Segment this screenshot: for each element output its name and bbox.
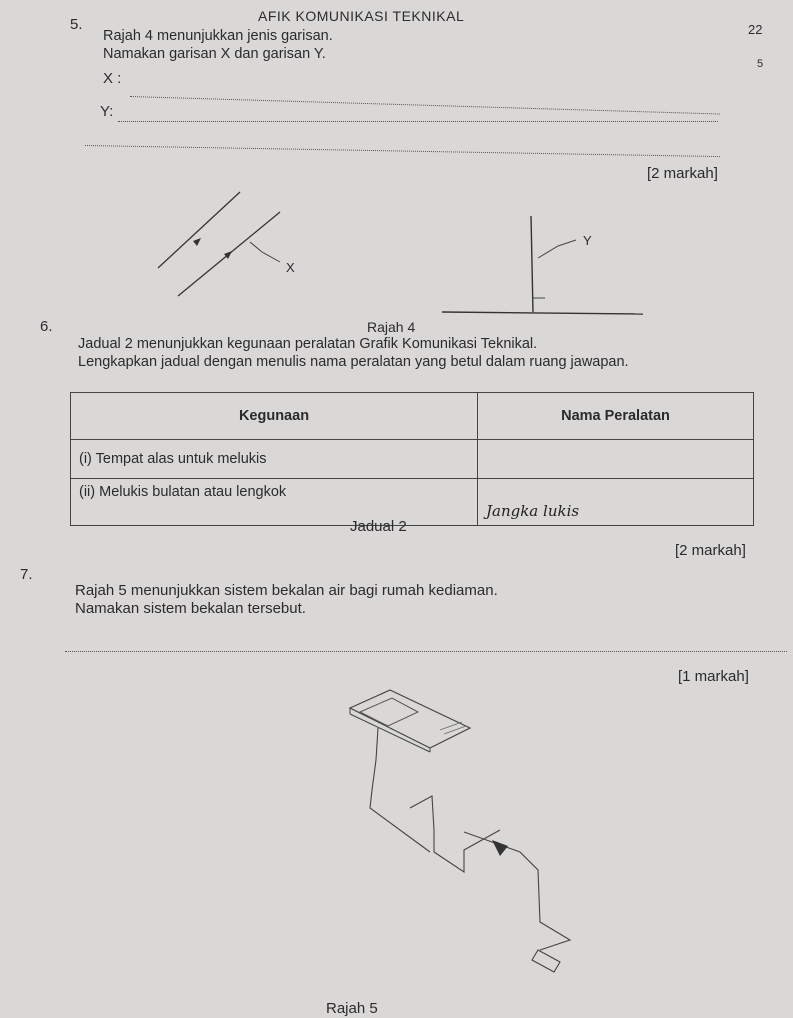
pipe-main — [464, 832, 570, 950]
sink-top — [350, 690, 470, 748]
q6-line1: Jadual 2 menunjukkan kegunaan peralatan Grafik Komunikasi Teknikal. — [78, 336, 538, 352]
pipe-riser — [410, 796, 434, 852]
sink-basin — [360, 698, 418, 726]
q7-number: 7. — [20, 566, 33, 583]
q6-number: 6. — [40, 318, 53, 335]
rajah-4-caption: Rajah 4 — [367, 319, 416, 335]
header-kegunaan: Kegunaan — [71, 393, 478, 440]
q7-line2: Namakan sistem bekalan tersebut. — [75, 600, 306, 617]
page-number: 22 — [748, 22, 763, 37]
rajah-4-label-x: X — [286, 260, 295, 275]
q7-marks: [1 markah] — [678, 668, 749, 685]
rajah-5-caption: Rajah 5 — [326, 1000, 378, 1017]
q5-line2: Namakan garisan X dan garisan Y. — [103, 46, 326, 62]
q7-line1: Rajah 5 menunjukkan sistem bekalan air bagi rumah kediaman. — [75, 582, 498, 599]
row-2-answer[interactable]: Jangka lukis — [478, 479, 754, 526]
q5-line1: Rajah 4 menunjukkan jenis garisan. — [103, 28, 333, 44]
rajah-4-label-y: Y — [583, 233, 592, 248]
valve — [492, 840, 508, 856]
sink-front — [350, 714, 430, 752]
q5-x-label: X : — [103, 70, 122, 87]
q5-y-label: Y: — [100, 103, 114, 120]
header-title: AFIK KOMUNIKASI TEKNIKAL — [258, 8, 465, 24]
pipe-mid — [434, 830, 500, 872]
q5-number: 5. — [70, 16, 83, 33]
q6-line2: Lengkapkan jadual dengan menulis nama peralatan yang betul dalam ruang jawapan. — [78, 354, 629, 370]
meter — [532, 950, 560, 972]
pipe-down — [370, 728, 430, 852]
q6-marks: [2 markah] — [675, 542, 746, 559]
jadual-2-caption: Jadual 2 — [350, 518, 407, 535]
margin-mark: 5 — [757, 58, 764, 70]
row-2-kegunaan: (ii) Melukis bulatan atau lengkok — [71, 479, 478, 526]
row-1-kegunaan: (i) Tempat alas untuk melukis — [71, 440, 478, 479]
q5-marks: [2 markah] — [647, 165, 718, 182]
header-nama-peralatan: Nama Peralatan — [478, 393, 754, 440]
